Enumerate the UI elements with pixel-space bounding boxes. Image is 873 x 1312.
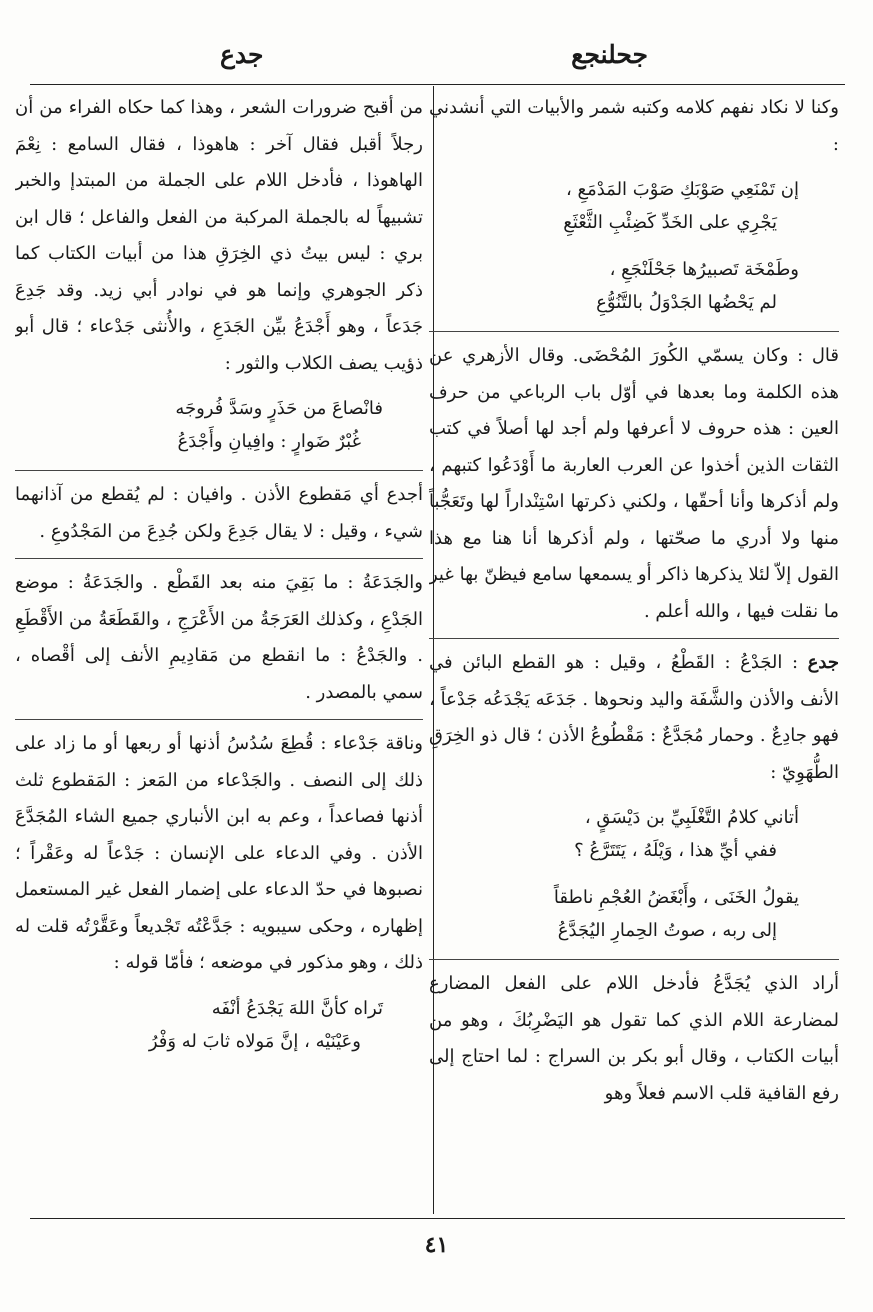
verse-line: غُبْرٌ ضَوارٍ : وافِيانِ وأَجْدَعُ bbox=[177, 431, 361, 452]
left-paragraph-2: أجدع أي مَقطوع الأذن . وافيان : لم يُقطع من آذانهما شيء ، وقيل : لا يقال جَدِعَ ولكن جُدِعَ من المَجْدُوعِ . bbox=[15, 470, 423, 550]
left-column bbox=[15, 90, 423, 1212]
verse-gap bbox=[429, 867, 799, 881]
right-verse-1 bbox=[429, 173, 839, 319]
entry-jada bbox=[429, 638, 839, 791]
verse-line: إن تَمْنَعِي صَوْبَكِ صَوْبَ المَدْمَعِ ، bbox=[565, 179, 799, 200]
verse-gap bbox=[429, 239, 799, 253]
right-paragraph-4: أراد الذي يُجَدَّعُ فأدخل اللام على الفعل المضارع لمضارعة اللام الذي كما تقول هو اليَضْرِبُكَ ، وهو من أبيات الكتاب ، وقال أبو بكر بن السراج : لما احتاج إلى رفع القافية قلب الاسم فعلاً وهو bbox=[429, 959, 839, 1112]
verse-line: فانْصاعَ من حَذَرٍ وسَدَّ فُروجَه bbox=[175, 398, 383, 419]
right-column bbox=[429, 90, 839, 1212]
entry-text: : الجَدْعُ : القَطْعُ ، وقيل : هو القطع البائن في الأنف والأذن والشَّفَة واليد ونحوها . جَدَعَه يَجْدَعُه جَدْعاً ، فهو جادِعٌ . وحمار مُجَدَّعٌ : مَقْطُوعُ الأذن ؛ قال ذو الخِرَقِ الطُّهَوِيّ : bbox=[429, 652, 839, 783]
left-verse-1 bbox=[15, 392, 423, 458]
running-head-left: جدع bbox=[220, 40, 264, 69]
left-paragraph-4: وناقة جَدْعاء : قُطِعَ سُدُسُ أذنها أو ربعها أو ما زاد على ذلك إلى النصف . والجَدْعاء من المَعز : المَقطوع ثلث أذنها فصاعداً ، وعم به ابن الأنباري جميع الشاء المُجَدَّعَ الأذن . وفي الدعاء على الإنسان : جَدْعاً له وعَقْراً ؛ نصبوها في حدّ الدعاء على إضمار الفعل غير المستعمل إظهاره ، وحكى سيبويه : جَدَّعْتُه تَجْديعاً وعَقَّرْتُه قلت له ذلك ، وهو مذكور في موضعه ؛ فأمّا قوله : bbox=[15, 719, 423, 982]
left-paragraph-1: من أقبح ضرورات الشعر ، وهذا كما حكاه الفراء من أن رجلاً أقبل فقال آخر : هاهوذا ، فقال السامع : نِعْمَ الهاهوذا ، فأدخل اللام على الجملة من المبتدإ والخبر تشبيهاً له بالجملة المركبة من الفعل والفاعل ؛ قال ابن بري : ليس بيتُ ذي الخِرَقِ هذا من أبيات الكتاب كما ذكر الجوهري وإنما هو في نوادر أبي زيد. وقد جَدِعَ جَدَعاً ، وهو أَجْدَعُ بيِّن الجَدَعِ ، والأُنثى جَدْعاء ؛ قال أبو ذؤيب يصف الكلاب والثور : bbox=[15, 97, 423, 374]
verse-line: تَراه كأنَّ اللهَ يَجْدَعُ أنْفَه bbox=[211, 997, 383, 1019]
verse-line: إلى ربه ، صوتُ الحِمارِ اليُجَدَّعُ bbox=[557, 920, 777, 941]
left-verse-2 bbox=[15, 992, 423, 1058]
running-head-right: جحلنجع bbox=[571, 40, 648, 69]
right-paragraph-1: وكنا لا نكاد نفهم كلامه وكتبه شمر والأبيات التي أنشدني : bbox=[429, 97, 839, 155]
right-verse-2 bbox=[429, 801, 839, 947]
verse-line: يَجْرِي على الخَدِّ كَضِئْبِ الثَّعْثَعِ bbox=[563, 212, 777, 233]
left-paragraph-3: والجَدَعَةُ : ما بَقِيَ منه بعد القَطْع . والجَدَعَةُ : موضع الجَدْعِ ، وكذلك العَرَجَةُ من الأَعْرَجِ ، والقَطَعَةُ من الأَقْطَعِ . والجَدْعُ : ما انقطع من مَقادِيمِ الأنف إلى أقْصاه ، سمي بالمصدر . bbox=[15, 558, 423, 711]
verse-line: يقولُ الخَنَى ، وأَبْغَضُ العُجْمِ ناطقاً bbox=[553, 887, 799, 908]
verse-line: أتاني كلامُ التَّغْلَبِيِّ بن دَيْسَقٍ ، bbox=[584, 807, 799, 828]
page-number: ٤١ bbox=[424, 1232, 449, 1258]
verse-line: ففي أيِّ هذا ، وَيْلَهُ ، يَتَتَرَّعُ ؟ bbox=[574, 840, 777, 861]
right-paragraph-2: قال : وكان يسمّي الكُورَ المُحْضَى. وقال الأزهري عن هذه الكلمة وما بعدها في أوّل باب الرباعي من حرف العين : هذه حروف لا أعرفها ولم أجد لها أصلاً في كتب الثقات الذين أخذوا عن العرب العاربة ما أَوْدَعُوا كتبهم ، ولم أذكرها وأنا أحقّها ، ولكني ذكرتها اسْتِنْداراً لها وتَعَجُّباً منها ولا أدري ما صحّتها ، ولم أذكرها أنا هنا مع هذا القول إلاّ لئلا يذكرها ذاكر أو يسمعها سامع فيظنّ بها غير ما نقلت فيها ، والله أعلم . bbox=[429, 331, 839, 630]
verse-line: لم يَحْضُها الجَدْوَلُ بالتَّنُوُّعِ bbox=[596, 292, 777, 313]
bottom-rule bbox=[30, 1218, 845, 1219]
headword: جدع bbox=[807, 652, 839, 673]
verse-line: وعَيْنَيْه ، إنَّ مَولاه ثابَ له وَفْرُ bbox=[148, 1030, 361, 1052]
top-rule bbox=[30, 84, 845, 85]
verse-line: وطَمْخَة تَصبيرُها جَحْلَنْجَعِ ، bbox=[609, 259, 799, 280]
